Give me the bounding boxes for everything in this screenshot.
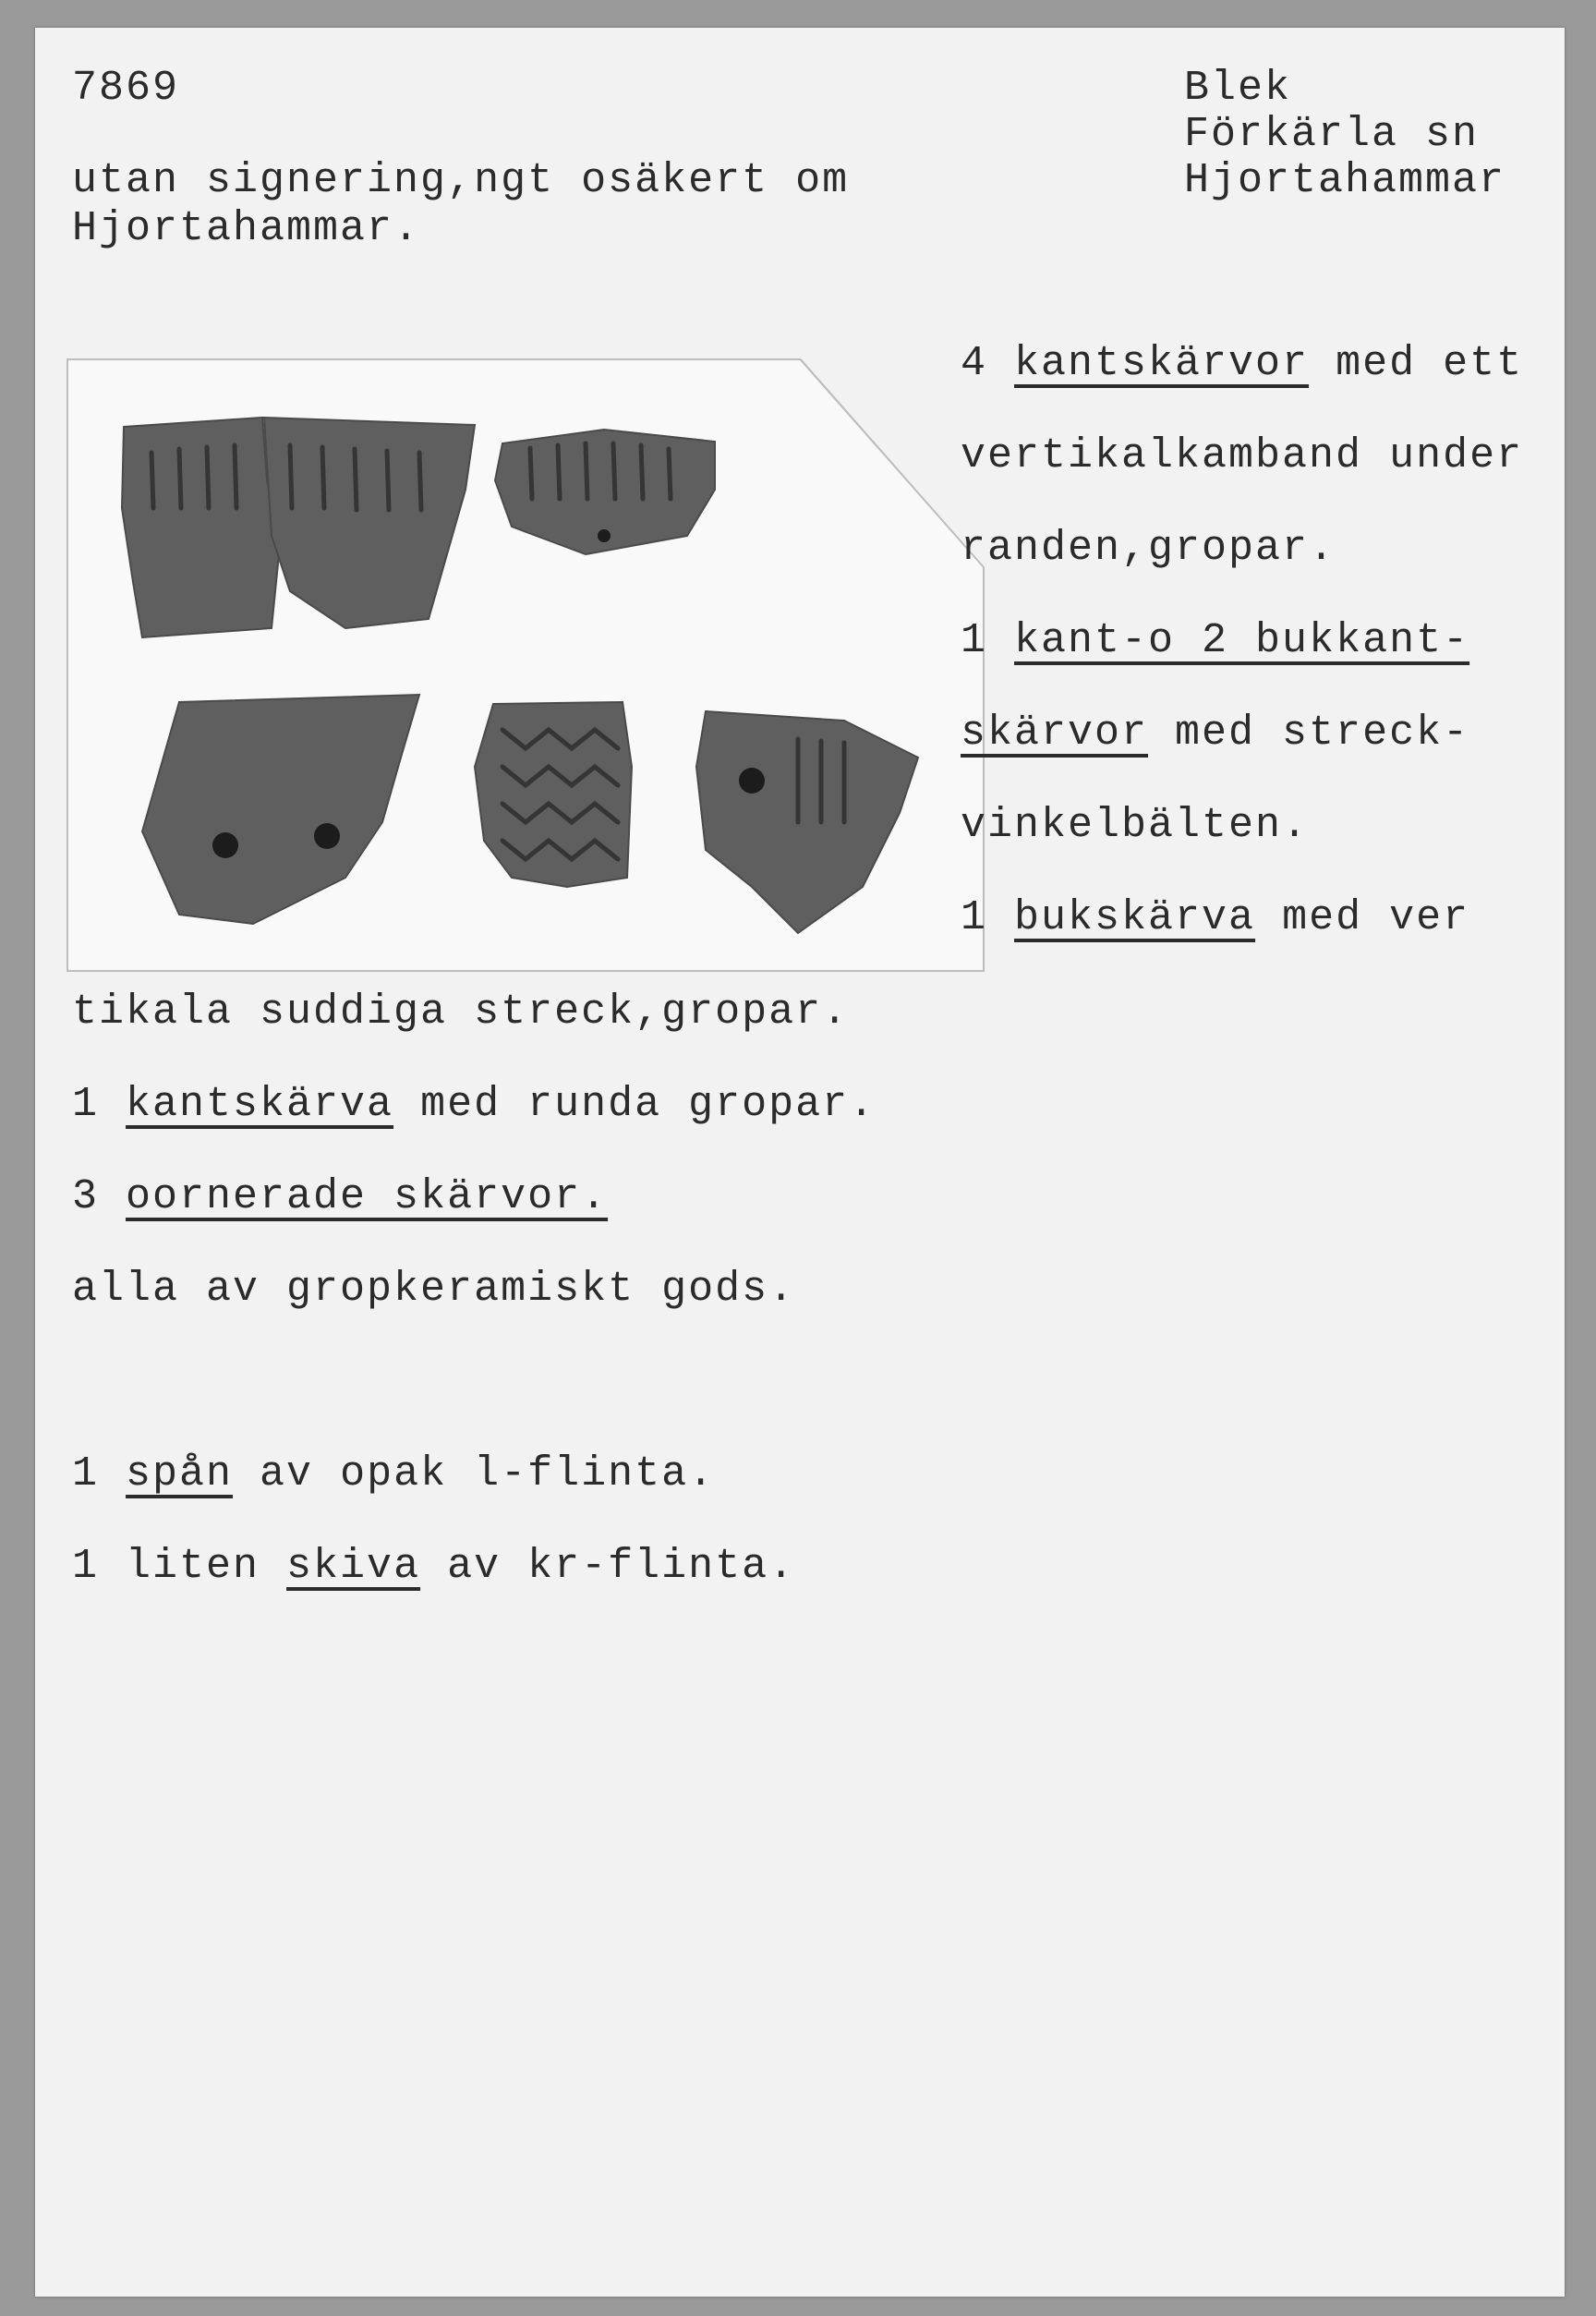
text-segment: av opak l-flinta. [233, 1450, 716, 1498]
main-col-line [72, 1450, 715, 1498]
main-col-line [72, 1543, 795, 1591]
text-segment: med ett [1309, 340, 1524, 387]
underlined-term: oornerade skärvor. [126, 1173, 609, 1220]
text-segment: randen,gropar. [961, 525, 1336, 572]
text-segment: vertikalkamband under [961, 432, 1524, 479]
sherds-illustration [68, 360, 983, 970]
right-col-line [961, 525, 1336, 573]
sherd-1 [122, 418, 281, 637]
text-segment: av kr-flinta. [420, 1543, 796, 1590]
underlined-term: kantskärvor [1014, 340, 1310, 387]
sherd-2 [264, 418, 475, 628]
text-segment: alla av gropkeramiskt gods. [72, 1266, 796, 1313]
location-parish: Förkärla sn [1184, 111, 1480, 158]
underlined-term: kantskärva [126, 1081, 394, 1128]
right-col-line [961, 432, 1523, 480]
right-col-line [961, 802, 1309, 850]
note-line-2: Hjortahammar. [72, 205, 421, 252]
right-col-line [961, 340, 1523, 388]
main-col-line [72, 1173, 608, 1221]
text-segment: 1 [72, 1081, 127, 1128]
sherds-photo [68, 360, 983, 970]
underlined-term: skärvor [961, 709, 1149, 757]
note-line-1: utan signering,ngt osäkert om [72, 157, 850, 204]
main-col-line [72, 1081, 876, 1129]
text-segment: 4 [961, 340, 1015, 387]
catalog-card [35, 28, 1565, 2297]
card-number: 7869 [72, 65, 180, 112]
text-segment: 1 [961, 617, 1015, 664]
text-segment: 1 [72, 1450, 127, 1498]
location-county: Blek [1184, 65, 1292, 112]
main-col-line [72, 988, 849, 1037]
underlined-term: kant-o 2 bukkant- [1014, 617, 1470, 664]
text-segment: 3 [72, 1173, 127, 1220]
right-col-line [961, 894, 1469, 942]
main-col-line [72, 1266, 795, 1314]
text-segment: 1 [961, 894, 1015, 941]
text-segment: med runda gropar. [393, 1081, 877, 1128]
text-segment: 1 liten [72, 1543, 287, 1590]
underlined-term: bukskärva [1014, 894, 1256, 941]
underlined-term: spån [126, 1450, 234, 1498]
right-col-line [961, 709, 1469, 758]
text-segment: vinkelbälten. [961, 802, 1310, 849]
right-col-line [961, 617, 1469, 665]
sherd-6 [696, 711, 918, 933]
text-segment: med streck- [1148, 709, 1470, 757]
sherd-5 [475, 702, 632, 887]
underlined-term: skiva [286, 1543, 421, 1590]
sherd-4 [142, 695, 419, 924]
text-segment: med ver [1255, 894, 1470, 941]
location-site: Hjortahammar [1184, 157, 1506, 204]
text-segment: tikala suddiga streck,gropar. [72, 988, 850, 1036]
